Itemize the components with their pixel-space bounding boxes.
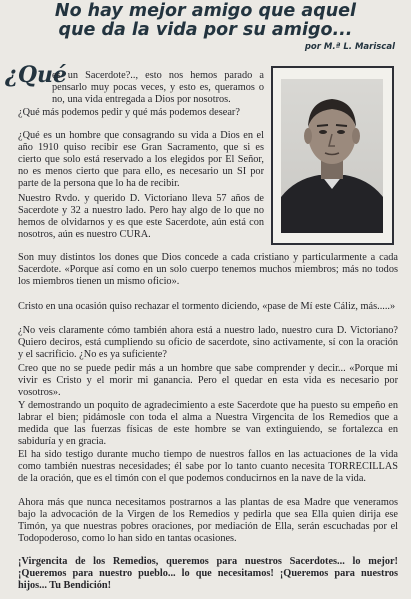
priest-portrait-photo <box>281 79 383 233</box>
paragraph-3: ¿Qué es un hombre que consagrando su vida a Dios en el año 1910 quiso recibir ese Gran Sacramento, que si es cierto que solo está reservado a los elegidos por El Señor, no es menos cierto que para ello, es necesario un SI por parte de la persona que lo ha de recibir. <box>18 130 264 190</box>
paragraph-10: El ha sido testigo durante mucho tiempo de nuestros fallos en las actuaciones de la vida como también nuestras necesidades; él sabe por lo tanto cuanto necesita TORRECILLAS de la oración, que es el timón con el que podemos conducirnos en la nave de la vida. <box>18 449 398 485</box>
headline-line-1: No hay mejor amigo que aquel <box>54 1 357 21</box>
author-byline: por M.ª L. Mariscal <box>304 42 395 52</box>
portrait-frame <box>271 66 394 245</box>
paragraph-4: Nuestro Rvdo. y querido D. Victoriano lleva 57 años de Sacerdote y 32 a nuestro lado. Pero hay algo de lo que no hemos de olvidarnos y es que este Sacerdote, aún está con nosotros, aún es nuestro CURA. <box>18 193 264 241</box>
drop-word: ¿Qué <box>5 62 68 88</box>
headline-line-2: que da la vida por su amigo... <box>58 20 353 40</box>
paragraph-11: Ahora más que nunca necesitamos postrarnos a las plantas de esa Madre que veneramos bajo la advocación de la Virgen de los Remedios y pedirla que sea Ella quien dirija ese Timón, ya que nuestras pobres oraciones, por mediación de Ella, serán escuchadas por el Todopoderoso, como lo han sido en tantas ocasiones. <box>18 497 398 545</box>
paragraph-1: es un Sacerdote?.., esto nos hemos parado a pensarlo muy pocas veces, y esto es, queramos o no, una vida entregada a Dios por nosotros. <box>52 70 264 106</box>
paragraph-2: ¿Qué más podemos pedir y qué más podemos desear? <box>18 107 240 118</box>
paragraph-8: Creo que no se puede pedir más a un hombre que sabe comprender y decir... «Porque mi vivir es Cristo y el morir mi ganancia. Pero el quedar en esta vida es necesario por vosotros». <box>18 363 398 399</box>
paragraph-9: Y demostrando un poquito de agradecimiento a este Sacerdote que ha puesto su empeño en labrar el bien; pidámosle con toda el alma a Nuestra Virgencita de los Remedios que a medida que las fuerzas físicas de este hombre se van extinguiendo, se fortalezca en sabiduría y en gracia. <box>18 400 398 448</box>
paragraph-7: ¿No veis claramente cómo también ahora está a nuestro lado, nuestro cura D. Victoriano? Quiero deciros, está cumpliendo su oficio de sacerdote, sino activamente, sí con la oración y el sacrificio. ¿No es ya suficiente? <box>18 325 398 361</box>
paragraph-6: Cristo en una ocasión quiso rechazar el tormento diciendo, «pase de Mí este Cáliz, más.....» <box>18 301 396 312</box>
paragraph-5: Son muy distintos los dones que Dios concede a cada cristiano y particularmente a cada Sacerdote. «Porque así como en un solo cuerpo tenemos muchos miembros; más no todos los miembros tienen un mismo oficio». <box>18 252 398 288</box>
closing-prayer: ¡Virgencita de los Remedios, queremos para nuestros Sacerdotes... lo mejor! ¡Queremos para nuestro pueblo... lo que necesitamos! ¡Queremos para nuestros hijos... Tu Bendición! <box>18 556 398 592</box>
article-headline <box>0 2 411 40</box>
